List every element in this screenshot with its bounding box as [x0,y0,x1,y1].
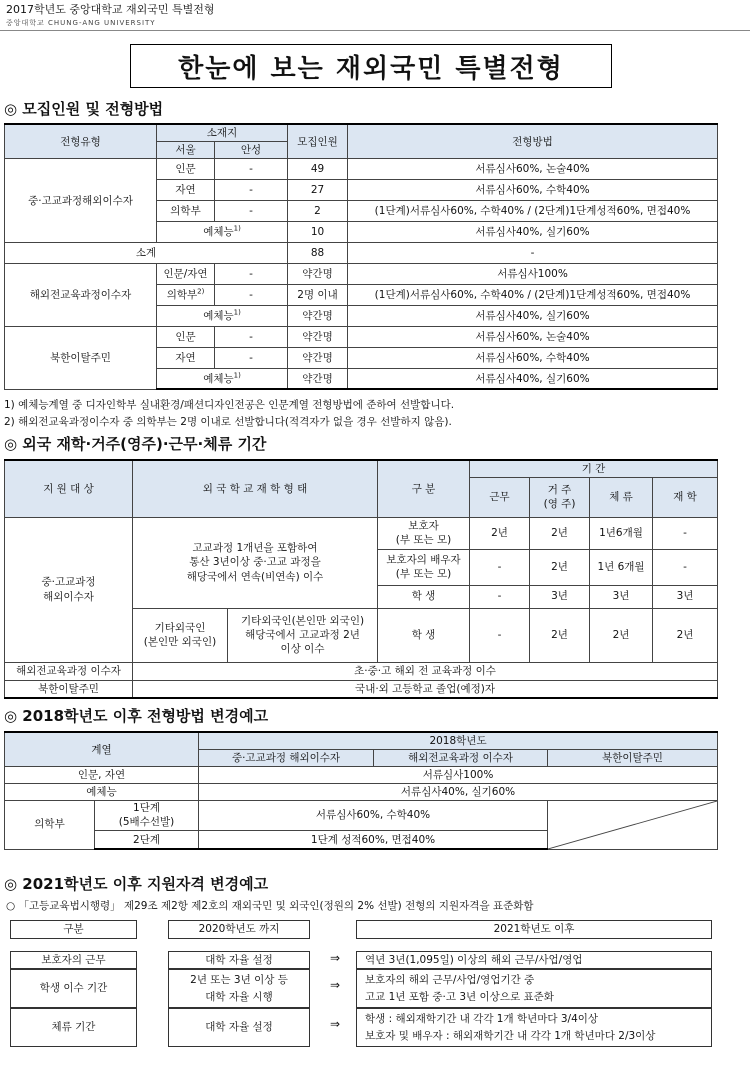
anseong-cell: - [215,347,288,368]
arrow-icon: ⇒ [330,951,341,965]
new-rule: 학생 : 해외재학기간 내 각각 1개 학년마다 3/4이상 보호자 및 배우자 : 해외재학기간 내 각각 1개 학년마다 2/3이상 [356,1008,712,1047]
residence-cell: 3년 [530,585,590,608]
new-rule: 보호자의 해외 근무/사업/영업기간 중 고교 1년 포함 중·고 3년 이상으로 표준화 [356,969,712,1008]
quota-cell: 49 [288,158,348,179]
method-cell: - [348,242,718,263]
division-cell: 학 생 [378,585,470,608]
stay-cell: 2년 [590,608,653,662]
row-label: 체류 기간 [10,1008,137,1047]
method-cell: 서류심사40%, 실기60% [348,305,718,326]
section-heading-period: ◎ 외국 재학·거주(영주)·근무·체류 기간 [4,435,267,453]
bullet-text: ○ 「고등교육법시행령」 제29조 제2항 제2호의 재외국민 및 외국인(정원의 2% 선발) 전형의 지원자격을 표준화함 [6,900,534,912]
method-cell: 1단계 성적60%, 면접40% [199,831,548,849]
field-cell: 의학부$^{2)}$ [157,284,215,305]
field-cell: 자연 [157,179,215,200]
quota-cell: 약간명 [288,326,348,347]
quota-cell: 10 [288,221,348,242]
change-2018-table [4,731,718,850]
header-division: 구분 [10,920,137,939]
col-head-residence: 거 주 (영 주) [530,477,590,517]
col-head-work: 근무 [470,477,530,517]
stage-cell: 1단계 (5배수선발) [95,800,199,831]
col-head-type: 전형유형 [5,124,157,158]
work-cell: - [470,549,530,585]
header-2020: 2020학년도 까지 [168,920,310,939]
section-heading-quota: ◎ 모집인원 및 전형방법 [4,100,164,118]
field-cell: 자연 [157,347,215,368]
arrow-icon: ⇒ [330,978,341,992]
stay-cell: 3년 [590,585,653,608]
study-cell: 2년 [653,608,718,662]
col-head-method: 전형방법 [348,124,718,158]
division-cell: 보호자의 배우자 (부 또는 모) [378,549,470,585]
section-heading-2018: ◎ 2018학년도 이후 전형방법 변경예고 [4,707,269,725]
method-cell: 서류심사40%, 실기60% [348,221,718,242]
row-label: 학생 이수 기간 [10,969,137,1008]
university-logo-text: 중앙대학교 CHUNG-ANG UNIVERSITY [6,19,156,27]
col-head-location: 소재지 [157,124,288,141]
period-table [4,459,718,699]
anseong-cell: - [215,158,288,179]
page-title: 한눈에 보는 재외국민 특별전형 [130,44,612,88]
quota-cell: 88 [288,242,348,263]
school-cell: 기타외국인 (본인만 외국인) [133,608,228,662]
method-cell: (1단계)서류심사60%, 수학40% / (2단계)1단계성적60%, 면접40% [348,200,718,221]
field-cell: 예체능$^{1)}$ [157,305,288,326]
quota-cell: 약간명 [288,305,348,326]
series-cell: 예체능 [5,783,199,800]
quota-cell: 2명 이내 [288,284,348,305]
division-cell: 학 생 [378,608,470,662]
anseong-cell: - [215,326,288,347]
col-head-full-course: 해외전교육과정 이수자 [374,749,548,766]
school-cell: 기타외국인(본인만 외국인) 해당국에서 고교과정 2년 이상 이수 [228,608,378,662]
footnote: 2) 해외전교육과정이수자 중 의학부는 2명 이내로 선발합니다(적격자가 없을 경우 선발하지 않음). [4,416,452,428]
stay-cell: 1년6개월 [590,517,653,549]
work-cell: 2년 [470,517,530,549]
method-cell: 서류심사60%, 논술40% [348,158,718,179]
study-cell: 3년 [653,585,718,608]
footnote: 1) 예체능계열 중 디자인학부 실내환경/패션디자인전공은 인문계열 전형방법에 준하여 선발합니다. [4,399,455,411]
field-cell: 인문 [157,158,215,179]
col-head-stay: 체 류 [590,477,653,517]
group-name: 해외전교육과정이수자 [5,263,157,326]
arrow-icon: ⇒ [330,1017,341,1031]
residence-cell: 2년 [530,608,590,662]
residence-cell: 2년 [530,517,590,549]
old-rule: 대학 자율 설정 [168,951,310,969]
field-cell: 의학부 [157,200,215,221]
col-head-division: 구 분 [378,460,470,517]
col-head-seoul: 서울 [157,141,215,158]
method-cell: 서류심사60%, 논술40% [348,326,718,347]
requirement-cell: 초·중·고 해외 전 교육과정 이수 [133,662,718,680]
quota-cell: 약간명 [288,347,348,368]
division-cell: 보호자 (부 또는 모) [378,517,470,549]
method-cell: 서류심사100% [348,263,718,284]
work-cell: - [470,585,530,608]
anseong-cell: - [215,179,288,200]
col-head-period: 기 간 [470,460,718,477]
header-2021: 2021학년도 이후 [356,920,712,939]
subtotal-label: 소계 [5,242,288,263]
target-cell: 중·고교과정 해외이수자 [5,517,133,662]
method-cell: 서류심사60%, 수학40% [348,179,718,200]
quota-cell: 27 [288,179,348,200]
quota-cell: 2 [288,200,348,221]
new-rule: 역년 3년(1,095일) 이상의 해외 근무/사업/영업 [356,951,712,969]
doc-header-title: 2017학년도 중앙대학교 재외국민 특별전형 [6,3,215,16]
col-head-defector: 북한이탈주민 [548,749,718,766]
col-head-2018: 2018학년도 [199,732,718,749]
field-cell: 인문 [157,326,215,347]
method-cell: (1단계)서류심사60%, 수학40% / (2단계)1단계성적60%, 면접40% [348,284,718,305]
col-head-overseas: 중·고교과정 해외이수자 [199,749,374,766]
row-label: 보호자의 근무 [10,951,137,969]
series-cell: 인문, 자연 [5,766,199,783]
col-head-school: 외 국 학 교 재 학 형 태 [133,460,378,517]
stage-cell: 2단계 [95,831,199,849]
target-cell: 해외전교육과정 이수자 [5,662,133,680]
method-cell: 서류심사60%, 수학40% [199,800,548,831]
work-cell: - [470,608,530,662]
col-head-quota: 모집인원 [288,124,348,158]
anseong-cell: - [215,284,288,305]
quota-table [4,123,718,390]
group-name: 중·고교과정해외이수자 [5,158,157,242]
requirement-cell: 국내·외 고등학교 졸업(예정)자 [133,680,718,698]
group-name: 북한이탈주민 [5,326,157,389]
stay-cell: 1년 6개월 [590,549,653,585]
header-divider [0,30,750,31]
field-cell: 인문/자연 [157,263,215,284]
old-rule: 2년 또는 3년 이상 등 대학 자율 시행 [168,969,310,1008]
col-head-target: 지 원 대 상 [5,460,133,517]
method-cell: 서류심사40%, 실기60% [199,783,718,800]
quota-cell: 약간명 [288,368,348,389]
section-heading-2021: ◎ 2021학년도 이후 지원자격 변경예고 [4,875,269,893]
col-head-study: 재 학 [653,477,718,517]
field-cell: 예체능$^{1)}$ [157,368,288,389]
residence-cell: 2년 [530,549,590,585]
col-head-anseong: 안성 [215,141,288,158]
empty-diagonal-cell [548,800,718,849]
series-cell: 의학부 [5,800,95,849]
method-cell: 서류심사100% [199,766,718,783]
quota-cell: 약간명 [288,263,348,284]
target-cell: 북한이탈주민 [5,680,133,698]
anseong-cell: - [215,200,288,221]
school-cell: 고교과정 1개년을 포함하여 통산 3년이상 중·고교 과정을 해당국에서 연속(비연속) 이수 [133,517,378,608]
study-cell: - [653,549,718,585]
col-head-series: 계열 [5,732,199,766]
study-cell: - [653,517,718,549]
method-cell: 서류심사60%, 수학40% [348,347,718,368]
anseong-cell: - [215,263,288,284]
field-cell: 예체능$^{1)}$ [157,221,288,242]
method-cell: 서류심사40%, 실기60% [348,368,718,389]
old-rule: 대학 자율 설정 [168,1008,310,1047]
